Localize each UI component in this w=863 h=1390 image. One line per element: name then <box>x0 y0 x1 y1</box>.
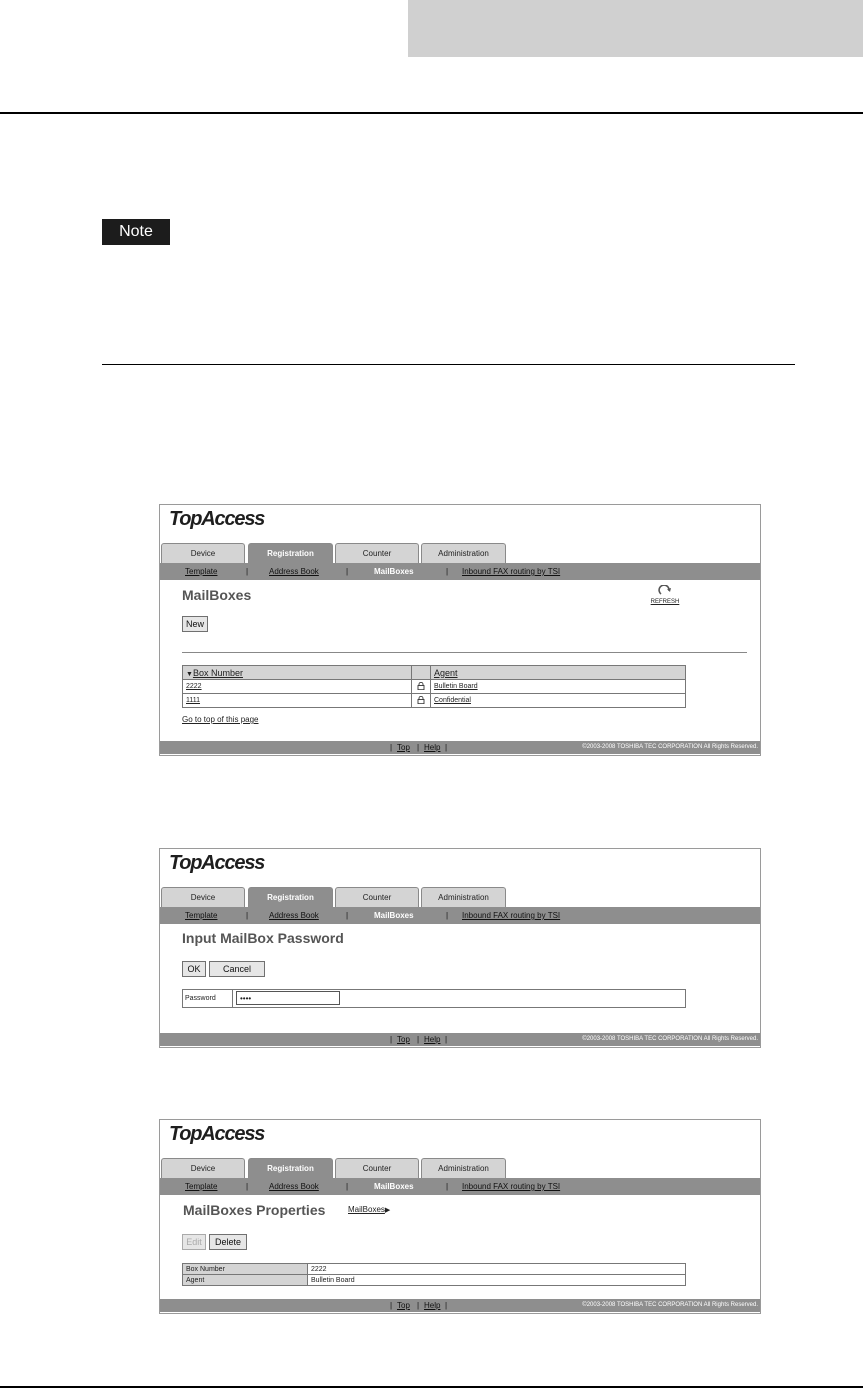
footer-help-link[interactable]: Help <box>424 1301 441 1310</box>
property-value: Bulletin Board <box>308 1275 686 1286</box>
lock-icon <box>417 696 425 704</box>
note-label: Note <box>102 219 170 245</box>
agent-value: Confidential <box>434 697 471 704</box>
property-row <box>183 1275 686 1286</box>
table-row <box>183 694 686 708</box>
subnav-separator: | <box>246 911 249 920</box>
footer-separator: | <box>417 743 420 752</box>
mailbox-password-screenshot <box>159 848 761 1048</box>
lock-cell <box>412 694 431 708</box>
footer-separator: | <box>445 743 448 752</box>
topaccess-logo: TopAccess <box>169 1123 265 1145</box>
tab-registration[interactable]: Registration <box>248 887 333 907</box>
property-label: Agent <box>183 1275 308 1286</box>
subnav-mailboxes[interactable]: MailBoxes <box>374 567 414 576</box>
footer-separator: | <box>417 1035 420 1044</box>
subnav-inbound-fax-routing[interactable]: Inbound FAX routing by TSI <box>462 567 561 576</box>
lock-column-header <box>412 666 431 680</box>
topaccess-logo: TopAccess <box>169 852 265 874</box>
copyright-text: ©2003-2008 TOSHIBA TEC CORPORATION All Rights Reserved. <box>582 744 758 750</box>
page-bottom-rule <box>0 1386 863 1388</box>
ok-button[interactable]: OK <box>182 961 206 977</box>
footer-top-link[interactable]: Top <box>397 743 410 752</box>
password-label: Password <box>183 990 233 1007</box>
copyright-text: ©2003-2008 TOSHIBA TEC CORPORATION All Rights Reserved. <box>582 1302 758 1308</box>
tab-registration[interactable]: Registration <box>248 543 333 563</box>
box-number-link[interactable]: 2222 <box>186 683 202 690</box>
subnav-address-book[interactable]: Address Book <box>269 567 319 576</box>
box-number-cell[interactable] <box>183 694 412 708</box>
refresh-icon <box>658 585 672 597</box>
agent-header-label: Agent <box>434 667 458 678</box>
tab-administration[interactable]: Administration <box>421 1158 506 1178</box>
footer-help-link[interactable]: Help <box>424 1035 441 1044</box>
lock-cell <box>412 680 431 694</box>
footer-bar <box>160 1033 760 1046</box>
sub-navigation <box>160 563 760 580</box>
box-number-cell[interactable] <box>183 680 412 694</box>
agent-cell <box>431 694 686 708</box>
tab-administration[interactable]: Administration <box>421 543 506 563</box>
main-tabs <box>160 543 760 563</box>
mailboxes-list-screenshot <box>159 504 761 756</box>
main-tabs <box>160 1158 760 1178</box>
sort-descending-icon: ▼ <box>186 670 193 678</box>
mailbox-properties-screenshot <box>159 1119 761 1314</box>
footer-bar <box>160 741 760 754</box>
agent-header[interactable] <box>431 666 686 680</box>
table-row <box>183 680 686 694</box>
subnav-separator: | <box>446 1182 449 1191</box>
chevron-right-icon: ▶ <box>384 1207 391 1214</box>
subnav-mailboxes[interactable]: MailBoxes <box>374 1182 414 1191</box>
page-title: MailBoxes Properties <box>183 1202 326 1218</box>
mailbox-table <box>182 665 686 708</box>
main-tabs <box>160 887 760 907</box>
content-divider <box>182 652 747 653</box>
subnav-separator: | <box>246 1182 249 1191</box>
lock-icon <box>417 682 425 690</box>
footer-bar <box>160 1299 760 1312</box>
subnav-separator: | <box>446 911 449 920</box>
go-to-top-link[interactable]: Go to top of this page <box>182 715 259 724</box>
agent-value: Bulletin Board <box>434 683 478 690</box>
footer-separator: | <box>445 1301 448 1310</box>
tab-counter[interactable]: Counter <box>335 887 419 907</box>
property-value: 2222 <box>308 1264 686 1275</box>
topaccess-logo: TopAccess <box>169 508 265 530</box>
box-number-header[interactable] <box>183 666 412 680</box>
footer-top-link[interactable]: Top <box>397 1301 410 1310</box>
refresh-button[interactable] <box>648 585 682 605</box>
page-title: MailBoxes <box>182 587 252 603</box>
subnav-inbound-fax-routing[interactable]: Inbound FAX routing by TSI <box>462 1182 561 1191</box>
footer-separator: | <box>390 1301 393 1310</box>
new-button[interactable]: New <box>182 616 208 632</box>
section-divider <box>102 364 795 365</box>
footer-separator: | <box>390 1035 393 1044</box>
box-number-link[interactable]: 1111 <box>186 697 201 704</box>
cancel-button[interactable]: Cancel <box>209 961 265 977</box>
sub-navigation <box>160 1178 760 1195</box>
copyright-text: ©2003-2008 TOSHIBA TEC CORPORATION All Rights Reserved. <box>582 1036 758 1042</box>
tab-registration[interactable]: Registration <box>248 1158 333 1178</box>
page-top-rule <box>0 112 863 114</box>
footer-separator: | <box>417 1301 420 1310</box>
properties-table <box>182 1263 686 1286</box>
subnav-separator: | <box>246 567 249 576</box>
box-number-header-label: Box Number <box>192 667 243 678</box>
footer-separator: | <box>445 1035 448 1044</box>
tab-counter[interactable]: Counter <box>335 1158 419 1178</box>
footer-separator: | <box>390 743 393 752</box>
property-row <box>183 1264 686 1275</box>
breadcrumb-mailboxes-link[interactable]: MailBoxes <box>348 1205 385 1214</box>
password-input[interactable]: •••• <box>236 991 340 1005</box>
agent-cell <box>431 680 686 694</box>
page-header-block <box>408 0 863 57</box>
tab-device[interactable]: Device <box>161 887 245 907</box>
refresh-label: REFRESH <box>650 599 680 605</box>
subnav-separator: | <box>346 1182 349 1191</box>
subnav-separator: | <box>446 567 449 576</box>
table-header-row <box>183 666 686 680</box>
tab-administration[interactable]: Administration <box>421 887 506 907</box>
breadcrumb <box>348 1205 390 1214</box>
tab-counter[interactable]: Counter <box>335 543 419 563</box>
subnav-separator: | <box>346 911 349 920</box>
tab-device[interactable]: Device <box>161 543 245 563</box>
subnav-inbound-fax-routing[interactable]: Inbound FAX routing by TSI <box>462 911 561 920</box>
page-title: Input MailBox Password <box>182 930 344 946</box>
footer-top-link[interactable]: Top <box>397 1035 410 1044</box>
subnav-template[interactable]: Template <box>185 911 218 920</box>
tab-device[interactable]: Device <box>161 1158 245 1178</box>
subnav-mailboxes[interactable]: MailBoxes <box>374 911 414 920</box>
property-label: Box Number <box>183 1264 308 1275</box>
footer-help-link[interactable]: Help <box>424 743 441 752</box>
subnav-address-book[interactable]: Address Book <box>269 1182 319 1191</box>
subnav-separator: | <box>346 567 349 576</box>
sub-navigation <box>160 907 760 924</box>
subnav-template[interactable]: Template <box>185 567 218 576</box>
delete-button[interactable]: Delete <box>209 1234 247 1250</box>
password-row <box>182 989 686 1008</box>
edit-button[interactable]: Edit <box>182 1234 206 1250</box>
subnav-address-book[interactable]: Address Book <box>269 911 319 920</box>
subnav-template[interactable]: Template <box>185 1182 218 1191</box>
